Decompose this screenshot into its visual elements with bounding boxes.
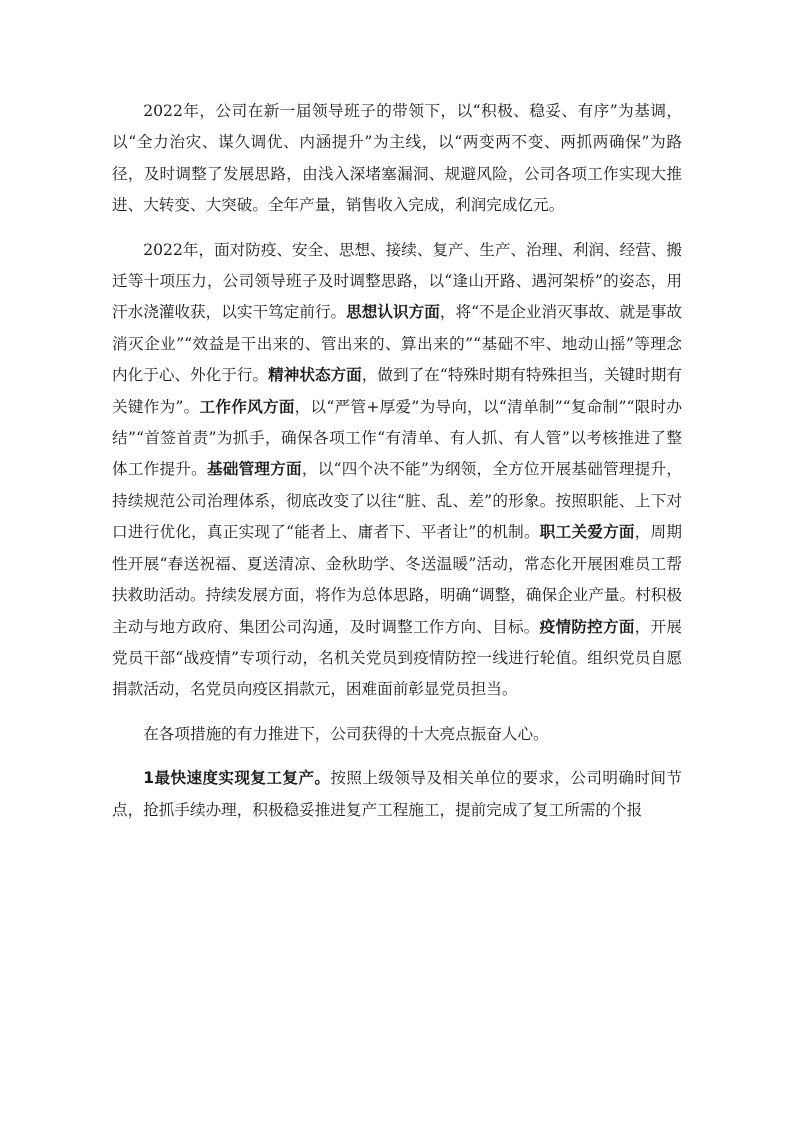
heading-spirit: 精神状态方面 — [268, 366, 362, 385]
paragraph-intro — [112, 96, 682, 222]
text-segment: 在各项措施的有力推进下，公司获得的十大亮点振奋人心。 — [143, 724, 549, 743]
text-segment: ，以“四个决不能”为纲领，全方位开展基础管理提升，持续规范公司治理体系，彻底改变了以往“脏、乱、差”的形象。按照职能、上下对口进行优化，真正实现了“能者上、庸者下、平者让”的机制。 — [112, 460, 682, 542]
text-segment: ，以“严管+厚爱”为导向，以“清单制”“复命制”“限时办结”“首签首责”为抓手，确保各项工作“有清单、有人抓、有人管”以考核推进了整体工作提升。 — [112, 397, 682, 479]
text-segment: 2022年，公司在新一届领导班子的带领下，以“积极、稳妥、有序”为基调，以“全力治灾、谋久调优、内涵提升”为主线，以“两变两不变、两抓两确保”为路径，及时调整了发展思路，由浅入深堵塞漏洞、规避风险，公司各项工作实现大推进、大转变、大突破。全年产量，销售收入完成，利润完成亿元。 — [112, 102, 682, 215]
text-segment: ，做到了在“特殊时期有特殊担当，关键时期有关键作为”。 — [112, 366, 682, 416]
paragraph-highlight-1 — [112, 763, 682, 826]
document-page — [112, 96, 682, 839]
text-segment: ，将“不是企业消灭事故、就是事故消灭企业”“效益是干出来的、管出来的、算出来的”“基础不牢、地动山摇”等理念内化于心、外化于行。 — [112, 303, 682, 385]
paragraph-highlights-intro — [112, 719, 682, 750]
text-segment: 2022年，面对防疫、安全、思想、接续、复产、生产、治理、利润、经营、搬迁等十项压力，公司领导班子及时调整思路，以“逢山开路、遇河架桥”的姿态，用汗水浇灌收获，以实干笃定前行。 — [112, 240, 682, 322]
heading-basic-management: 基础管理方面 — [206, 460, 302, 479]
paragraph-pressures — [112, 235, 682, 706]
heading-ideology: 思想认识方面 — [346, 303, 440, 322]
heading-epidemic-control: 疫情防控方面 — [539, 617, 635, 636]
text-segment: ，周期性开展“春送祝福、夏送清凉、金秋助学、冬送温暖”活动，常态化开展困难员工帮扶救助活动。持续发展方面，将作为总体思路，明确“调整，确保企业产量。村积极主动与地方政府、集团公司沟通，及时调整工作方向、目标。 — [112, 523, 682, 636]
heading-work-style: 工作作风方面 — [199, 397, 295, 416]
heading-highlight-1: 1最快速度实现复工复产。 — [143, 769, 331, 788]
heading-employee-care: 职工关爱方面 — [539, 523, 635, 542]
text-segment: 按照上级领导及相关单位的要求，公司明确时间节点，抢抓手续办理，积极稳妥推进复产工程施工，提前完成了复工所需的个报 — [112, 769, 682, 819]
text-segment: ，开展党员干部“战疫情”专项行动，名机关党员到疫情防控一线进行轮值。组织党员自愿捐款活动，名党员向疫区捐款元，困难面前彰显党员担当。 — [112, 617, 682, 699]
